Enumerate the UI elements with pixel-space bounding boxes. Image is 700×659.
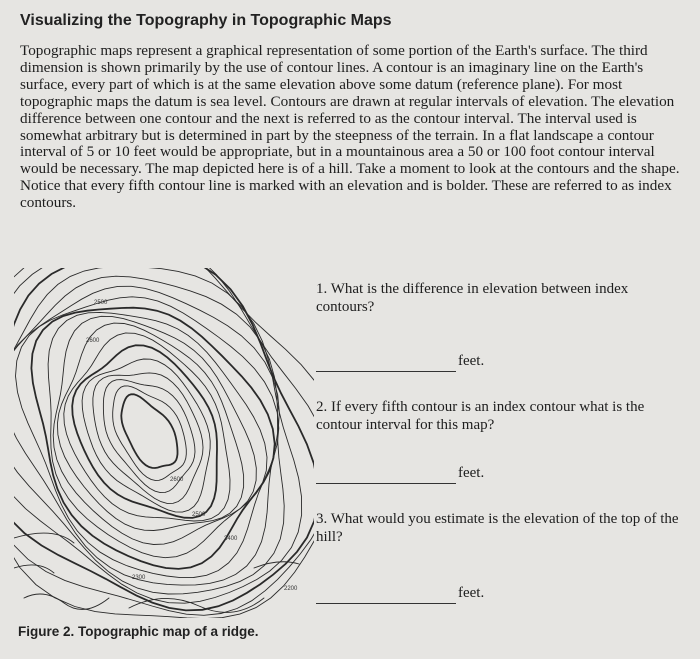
contour-labels bbox=[86, 300, 298, 592]
contour-line bbox=[14, 533, 74, 543]
page-title: Visualizing the Topography in Topographic Maps bbox=[20, 12, 392, 29]
answer-1 bbox=[316, 352, 616, 372]
question-2: 2. If every fifth contour is an index contour what is the contour interval for this map? bbox=[316, 399, 645, 433]
answer-unit: feet. bbox=[458, 353, 485, 369]
contour-label: 2500 bbox=[94, 300, 108, 306]
question-3: 3. What would you estimate is the elevation of the top of the hill? bbox=[316, 511, 679, 545]
contour-line bbox=[14, 268, 314, 618]
intro-paragraph: Topographic maps represent a graphical representation of some portion of the Earth's surface. The third dimension is shown primarily by the use of contour lines. A contour is an imaginary line on the Earth's surface, every part of which is at the same elevation above some datum (reference plane). For most topographic maps the datum is sea level. Contours are drawn at regular intervals of elevation. The elevation difference between one contour and the next is referred to as the contour interval. The interval used is somewhat arbitrary but is determined in part by the steepness of the terrain. In a flat landscape a contour interval of 5 or 10 feet would be appropriate, but in a mountainous area a 50 or 100 foot contour interval would be necessary. The map depicted here is of a hill. Take a moment to look at the contours and the shape. Notice that every fifth contour line is marked with an elevation and is bolder. These are referred to as index contours. bbox=[20, 42, 680, 212]
figure-caption: Figure 2. Topographic map of a ridge. bbox=[18, 624, 259, 639]
contour-lines bbox=[14, 268, 314, 618]
index-contour bbox=[72, 345, 217, 518]
contour-label: 2300 bbox=[132, 575, 146, 581]
contour-label: 2400 bbox=[224, 536, 238, 542]
contour-label: 2600 bbox=[86, 338, 100, 344]
contour-line bbox=[53, 316, 256, 544]
contour-label: 2500 bbox=[192, 512, 206, 518]
contour-line bbox=[14, 276, 284, 594]
contour-line bbox=[93, 373, 203, 504]
answer-2 bbox=[316, 464, 616, 484]
answer-3 bbox=[316, 584, 616, 604]
contour-label: 2600 bbox=[170, 477, 184, 483]
answer-blank[interactable] bbox=[316, 483, 456, 484]
answer-blank[interactable] bbox=[316, 371, 456, 372]
question-1: 1. What is the difference in elevation between index contours? bbox=[316, 281, 629, 315]
answer-unit: feet. bbox=[458, 465, 485, 481]
answer-unit: feet. bbox=[458, 585, 485, 601]
contour-line bbox=[24, 594, 109, 609]
contour-label: 2200 bbox=[284, 586, 298, 592]
contour-line bbox=[14, 565, 54, 573]
topographic-map bbox=[14, 268, 314, 618]
answer-blank[interactable] bbox=[316, 603, 456, 604]
contour-line bbox=[16, 297, 279, 578]
